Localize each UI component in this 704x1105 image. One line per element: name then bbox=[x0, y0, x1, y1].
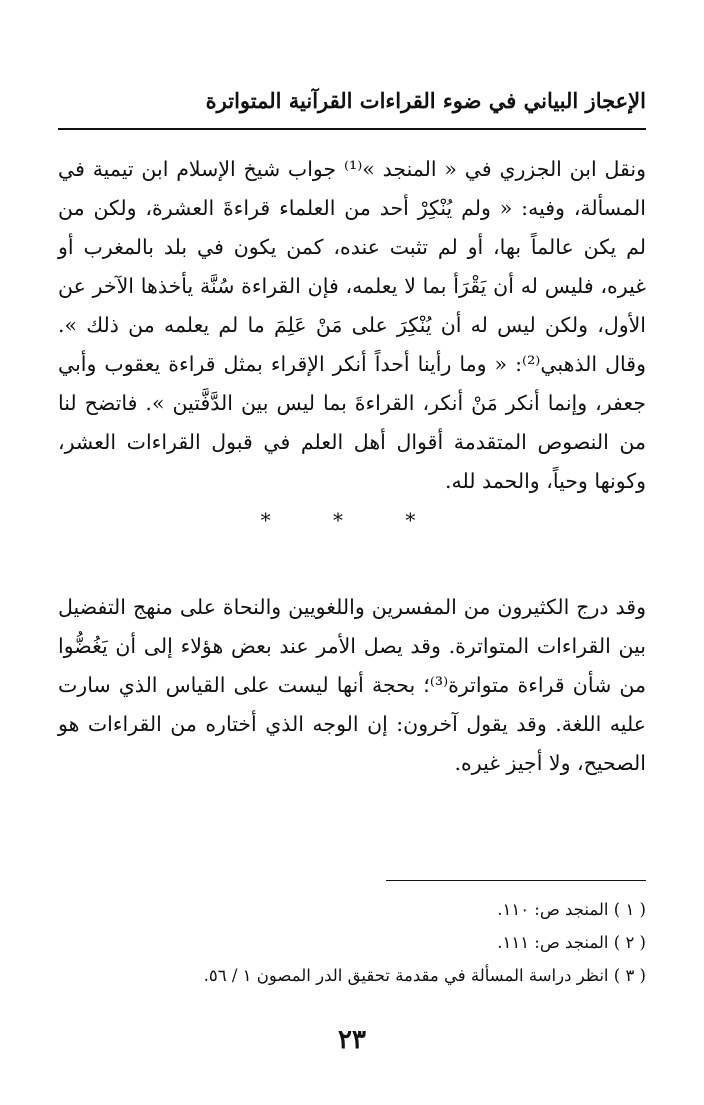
paragraph-1 bbox=[58, 150, 646, 501]
footnote-1: ( ١ ) المنجد ص: ١١٠. bbox=[497, 900, 646, 919]
paragraph-1-text: ونقل ابن الجزري في « المنجد »⁽¹⁾ جواب شيخ الإسلام ابن تيمية في المسألة، وفيه: « ولم يُنْكِرْ أحد من العلماء قراءةَ العشرة، ولكن من لم يكن عالماً بها، أو لم تثبت عنده، كمن يكون في بلد بالمغرب أو غيره، فليس له أن يَقْرَأ بما لا يعلمه، فإن القراءة سُنَّة يأخذها الآخر عن الأول، ولكن ليس له أن يُنْكِرَ على مَنْ عَلِمَ ما لم يعلمه من ذلك ». وقال الذهبي⁽²⁾: « وما رأينا أحداً أنكر الإقراء بمثل قراءة يعقوب وأبي جعفر، وإنما أنكر مَنْ أنكر، القراءةَ بما ليس بين الدَّفَّتين ». فاتضح لنا من النصوص المتقدمة أقوال أهل العلم في قبول القراءات العشر، وكونها وحياً، والحمد لله. bbox=[58, 157, 646, 493]
paragraph-2 bbox=[58, 588, 646, 783]
section-separator: * * * bbox=[260, 508, 444, 532]
footnote-3: ( ٣ ) انظر دراسة المسألة في مقدمة تحقيق الدر المصون ١ / ٥٦. bbox=[203, 966, 646, 985]
footnote-rule bbox=[386, 880, 646, 881]
paragraph-2-text: وقد درج الكثيرون من المفسرين واللغويين والنحاة على منهج التفضيل بين القراءات المتواترة. وقد يصل الأمر عند بعض هؤلاء إلى أن يَغُضُّوا من شأن قراءة متواترة⁽³⁾؛ بحجة أنها ليست على القياس الذي سارت عليه اللغة. وقد يقول آخرون: إن الوجه الذي أختاره من القراءات هو الصحيح، ولا أجيز غيره. bbox=[58, 595, 646, 775]
footnote-2: ( ٢ ) المنجد ص: ١١١. bbox=[497, 933, 646, 952]
running-header-title: الإعجاز البياني في ضوء القراءات القرآنية المتواترة bbox=[205, 88, 646, 113]
header-rule bbox=[58, 128, 646, 130]
footnotes bbox=[58, 893, 646, 992]
page-number: ٢٣ bbox=[338, 1025, 366, 1055]
